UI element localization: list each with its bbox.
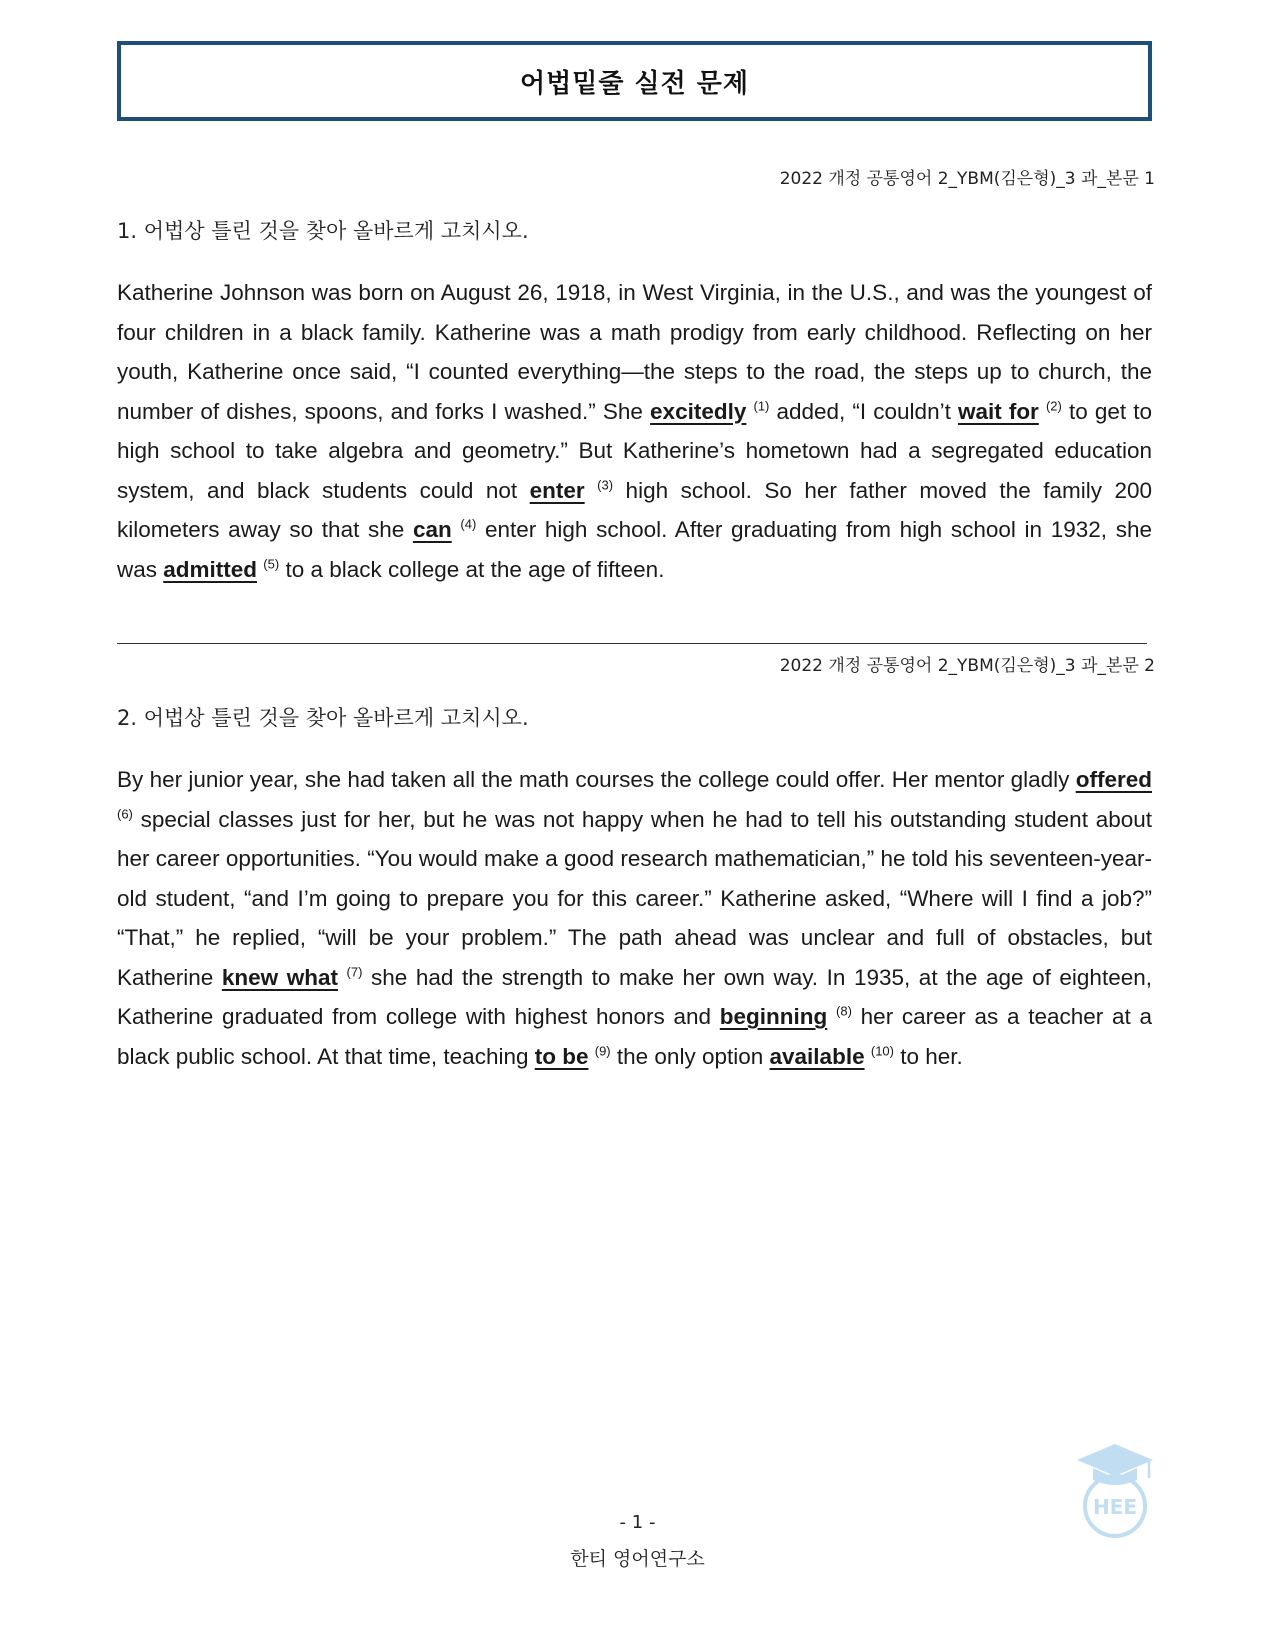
item-number: (3) — [597, 477, 614, 492]
passage-text: high school. So her father moved the family 200 kilometers away so that she — [117, 477, 1152, 542]
item-number: (10) — [870, 1043, 894, 1058]
q1-source: 2022 개정 공통영어 2_YBM(김은형)_3 과_본문 1 — [779, 169, 1155, 189]
underlined-item: to be — [534, 1043, 589, 1069]
q2-source: 2022 개정 공통영어 2_YBM(김은형)_3 과_본문 2 — [779, 656, 1155, 676]
underlined-item: wait for — [957, 398, 1039, 424]
passage-text: added, “I couldn’t — [769, 398, 958, 424]
passage-text: the only option — [610, 1043, 770, 1069]
item-number: (2) — [1045, 398, 1062, 413]
underlined-item: admitted — [163, 556, 258, 582]
passage-text: special classes just for her, but he was not happy when he had to tell his outstanding student about her career opportunities. “You would make a good research mathematician,” he told his seventeen-year-old student, “and I’m going to prepare you for this career.” Katherine asked, “Where will I find a job?” “That,” he replied, “will be your problem.” The path ahead was unclear and full of obstacles, but Katherine — [117, 806, 1152, 990]
passage-text: enter high school. After graduating from high school in 1932, she was — [117, 517, 1152, 582]
footer-organization: 한티 영어연구소 — [570, 1548, 705, 1570]
passage-text: she had the strength to make her own way. In 1935, at the age of eighteen, Katherine graduated from college with highest honors and — [117, 964, 1152, 1029]
page-title: 어법밑줄 실전 문제 — [519, 68, 750, 99]
passage-text: her career as a teacher at a black public school. At that time, teaching — [117, 1004, 1153, 1069]
underlined-item: knew what — [221, 964, 338, 990]
logo-text: HEE — [1092, 1495, 1138, 1519]
passage-text: By her junior year, she had taken all the math courses the college could offer. Her mentor gladly — [117, 767, 1076, 792]
section-divider — [117, 643, 1147, 644]
passage-text: to get to high school to take algebra and geometry.” But Katherine’s hometown had a segregated education system, and black students could not — [117, 398, 1152, 503]
underlined-item: excitedly — [650, 398, 747, 424]
passage-text: to a black college at the age of fifteen. — [279, 556, 665, 582]
item-number: (4) — [460, 516, 477, 532]
title-box — [117, 41, 1152, 121]
item-number: (7) — [346, 964, 363, 979]
passage-text: to her. — [893, 1043, 963, 1069]
item-number: (6) — [117, 806, 133, 821]
item-number: (1) — [753, 398, 770, 413]
q1-instruction: 1. 어법상 틀린 것을 찾아 올바르게 고치시오. — [117, 219, 529, 243]
underlined-item: beginning — [719, 1004, 828, 1029]
item-number: (5) — [263, 556, 280, 571]
underlined-item: available — [769, 1043, 865, 1069]
underlined-item: can — [412, 517, 452, 542]
q2-instruction: 2. 어법상 틀린 것을 찾아 올바르게 고치시오. — [117, 706, 529, 730]
graduation-cap-icon — [1077, 1444, 1153, 1485]
page-number: - 1 - — [619, 1512, 656, 1533]
passage-text: Katherine Johnson was born on August 26, 1918, in West Virginia, in the U.S., and was the youngest of four children in a black family. Katherine was a math prodigy from early childhood. Reflecting on her youth, Katherine once said, “I counted everything—the steps to the road, the steps up to church, the number of dishes, spoons, and forks I washed.” She — [117, 280, 1152, 424]
underlined-item: offered — [1075, 767, 1152, 792]
q1-passage — [117, 273, 1152, 589]
q2-passage — [117, 760, 1152, 1076]
item-number: (9) — [594, 1043, 611, 1058]
underlined-item: enter — [529, 477, 585, 503]
item-number: (8) — [836, 1003, 852, 1019]
